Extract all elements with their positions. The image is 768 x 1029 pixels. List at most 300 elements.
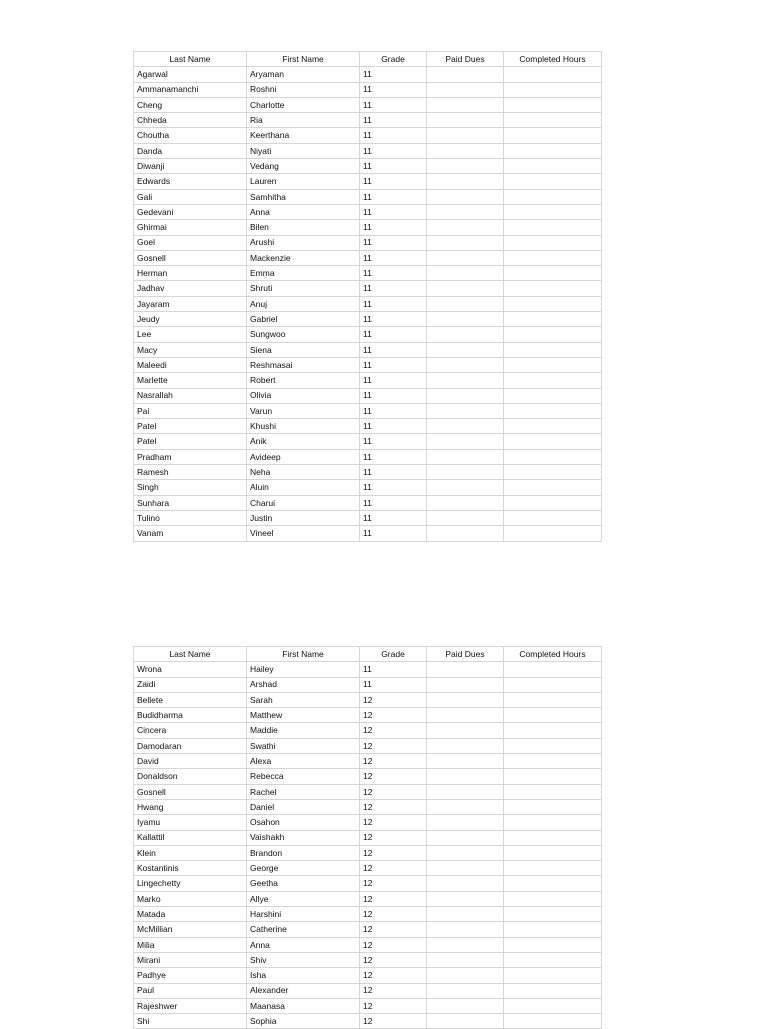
table-row xyxy=(134,113,602,128)
cell-first-name: Vedang xyxy=(247,159,360,174)
cell-first-name: Arshad xyxy=(247,677,360,692)
cell-first-name: Aryaman xyxy=(247,67,360,82)
table-row xyxy=(134,754,602,769)
table-row xyxy=(134,357,602,372)
cell-paid-dues xyxy=(427,357,504,372)
cell-completed-hours xyxy=(504,968,602,983)
cell-last-name: Gosnell xyxy=(134,250,247,265)
table-row xyxy=(134,769,602,784)
cell-paid-dues xyxy=(427,235,504,250)
table-row xyxy=(134,723,602,738)
cell-completed-hours xyxy=(504,830,602,845)
cell-completed-hours xyxy=(504,250,602,265)
cell-grade: 12 xyxy=(360,815,427,830)
cell-last-name: Agarwal xyxy=(134,67,247,82)
table-row xyxy=(134,907,602,922)
cell-completed-hours xyxy=(504,312,602,327)
cell-last-name: Maleedi xyxy=(134,357,247,372)
cell-grade: 12 xyxy=(360,754,427,769)
cell-paid-dues xyxy=(427,266,504,281)
cell-first-name: Alexander xyxy=(247,983,360,998)
roster-table-2 xyxy=(133,646,602,1029)
cell-completed-hours xyxy=(504,449,602,464)
cell-grade: 11 xyxy=(360,419,427,434)
cell-paid-dues xyxy=(427,465,504,480)
cell-last-name: Kallattil xyxy=(134,830,247,845)
cell-grade: 11 xyxy=(360,250,427,265)
cell-first-name: Daniel xyxy=(247,799,360,814)
cell-first-name: Neha xyxy=(247,465,360,480)
cell-completed-hours xyxy=(504,480,602,495)
cell-completed-hours xyxy=(504,754,602,769)
cell-first-name: Justin xyxy=(247,510,360,525)
cell-last-name: Marlette xyxy=(134,373,247,388)
cell-paid-dues xyxy=(427,296,504,311)
cell-grade: 12 xyxy=(360,830,427,845)
cell-last-name: Gedevani xyxy=(134,204,247,219)
cell-completed-hours xyxy=(504,357,602,372)
table-row xyxy=(134,97,602,112)
table-row xyxy=(134,419,602,434)
cell-grade: 11 xyxy=(360,662,427,677)
cell-grade: 12 xyxy=(360,998,427,1013)
cell-completed-hours xyxy=(504,174,602,189)
cell-completed-hours xyxy=(504,342,602,357)
table-row xyxy=(134,388,602,403)
cell-paid-dues xyxy=(427,189,504,204)
cell-grade: 12 xyxy=(360,723,427,738)
table-row xyxy=(134,434,602,449)
cell-paid-dues xyxy=(427,662,504,677)
cell-last-name: Patel xyxy=(134,434,247,449)
table-row xyxy=(134,983,602,998)
cell-last-name: Iyamu xyxy=(134,815,247,830)
table-row xyxy=(134,327,602,342)
cell-grade: 11 xyxy=(360,526,427,541)
cell-grade: 11 xyxy=(360,342,427,357)
cell-completed-hours xyxy=(504,235,602,250)
cell-grade: 11 xyxy=(360,204,427,219)
header-last-name: Last Name xyxy=(134,647,247,662)
cell-last-name: Hwang xyxy=(134,799,247,814)
cell-grade: 12 xyxy=(360,1014,427,1029)
cell-first-name: Aluin xyxy=(247,480,360,495)
cell-first-name: Gabriel xyxy=(247,312,360,327)
cell-paid-dues xyxy=(427,143,504,158)
cell-paid-dues xyxy=(427,784,504,799)
cell-first-name: Maanasa xyxy=(247,998,360,1013)
cell-completed-hours xyxy=(504,922,602,937)
table-row xyxy=(134,708,602,723)
cell-last-name: Gosnell xyxy=(134,784,247,799)
cell-completed-hours xyxy=(504,510,602,525)
cell-last-name: Diwanji xyxy=(134,159,247,174)
cell-grade: 11 xyxy=(360,113,427,128)
table-row xyxy=(134,67,602,82)
cell-last-name: Milia xyxy=(134,937,247,952)
cell-last-name: Singh xyxy=(134,480,247,495)
cell-paid-dues xyxy=(427,220,504,235)
cell-last-name: Jadhav xyxy=(134,281,247,296)
cell-completed-hours xyxy=(504,189,602,204)
header-last-name: Last Name xyxy=(134,52,247,67)
cell-paid-dues xyxy=(427,174,504,189)
cell-grade: 12 xyxy=(360,692,427,707)
cell-paid-dues xyxy=(427,128,504,143)
table-row xyxy=(134,738,602,753)
cell-paid-dues xyxy=(427,830,504,845)
cell-last-name: Edwards xyxy=(134,174,247,189)
cell-first-name: Brandon xyxy=(247,845,360,860)
cell-first-name: Shiv xyxy=(247,952,360,967)
header-row xyxy=(134,647,602,662)
cell-last-name: Bellete xyxy=(134,692,247,707)
cell-grade: 11 xyxy=(360,266,427,281)
cell-paid-dues xyxy=(427,952,504,967)
cell-grade: 11 xyxy=(360,403,427,418)
cell-last-name: Paul xyxy=(134,983,247,998)
cell-completed-hours xyxy=(504,97,602,112)
cell-grade: 12 xyxy=(360,769,427,784)
table-row xyxy=(134,342,602,357)
cell-first-name: Osahon xyxy=(247,815,360,830)
cell-first-name: Anik xyxy=(247,434,360,449)
cell-paid-dues xyxy=(427,67,504,82)
cell-first-name: Geetha xyxy=(247,876,360,891)
cell-last-name: Damodaran xyxy=(134,738,247,753)
cell-first-name: Anuj xyxy=(247,296,360,311)
cell-first-name: Olivia xyxy=(247,388,360,403)
table-row xyxy=(134,235,602,250)
cell-paid-dues xyxy=(427,403,504,418)
cell-last-name: Jeudy xyxy=(134,312,247,327)
table-row xyxy=(134,82,602,97)
table-row xyxy=(134,662,602,677)
cell-first-name: Emma xyxy=(247,266,360,281)
cell-last-name: Donaldson xyxy=(134,769,247,784)
cell-paid-dues xyxy=(427,738,504,753)
cell-last-name: Padhye xyxy=(134,968,247,983)
cell-paid-dues xyxy=(427,495,504,510)
cell-first-name: Swathi xyxy=(247,738,360,753)
cell-paid-dues xyxy=(427,998,504,1013)
cell-last-name: David xyxy=(134,754,247,769)
cell-paid-dues xyxy=(427,419,504,434)
header-paid-dues: Paid Dues xyxy=(427,52,504,67)
cell-grade: 11 xyxy=(360,143,427,158)
cell-completed-hours xyxy=(504,677,602,692)
table-row xyxy=(134,403,602,418)
cell-last-name: Cheng xyxy=(134,97,247,112)
cell-completed-hours xyxy=(504,204,602,219)
cell-paid-dues xyxy=(427,449,504,464)
cell-paid-dues xyxy=(427,815,504,830)
cell-grade: 11 xyxy=(360,128,427,143)
cell-paid-dues xyxy=(427,526,504,541)
table-row xyxy=(134,143,602,158)
cell-first-name: Robert xyxy=(247,373,360,388)
cell-completed-hours xyxy=(504,82,602,97)
cell-paid-dues xyxy=(427,1014,504,1029)
cell-first-name: Varun xyxy=(247,403,360,418)
cell-last-name: Cincera xyxy=(134,723,247,738)
table-row xyxy=(134,174,602,189)
table-row xyxy=(134,373,602,388)
cell-grade: 11 xyxy=(360,189,427,204)
cell-last-name: McMillian xyxy=(134,922,247,937)
table-row xyxy=(134,815,602,830)
cell-grade: 12 xyxy=(360,708,427,723)
cell-completed-hours xyxy=(504,937,602,952)
cell-first-name: Samhitha xyxy=(247,189,360,204)
cell-first-name: Lauren xyxy=(247,174,360,189)
cell-grade: 12 xyxy=(360,907,427,922)
table-row xyxy=(134,891,602,906)
cell-paid-dues xyxy=(427,754,504,769)
cell-first-name: Mackenzie xyxy=(247,250,360,265)
cell-last-name: Danda xyxy=(134,143,247,158)
cell-completed-hours xyxy=(504,434,602,449)
cell-paid-dues xyxy=(427,708,504,723)
cell-paid-dues xyxy=(427,342,504,357)
cell-completed-hours xyxy=(504,281,602,296)
header-completed-hours: Completed Hours xyxy=(504,52,602,67)
table-row xyxy=(134,952,602,967)
cell-first-name: Ria xyxy=(247,113,360,128)
cell-first-name: Arushi xyxy=(247,235,360,250)
header-grade: Grade xyxy=(360,52,427,67)
cell-last-name: Nasrallah xyxy=(134,388,247,403)
cell-completed-hours xyxy=(504,388,602,403)
cell-first-name: George xyxy=(247,861,360,876)
table-row xyxy=(134,784,602,799)
cell-last-name: Budidharma xyxy=(134,708,247,723)
cell-last-name: Goel xyxy=(134,235,247,250)
cell-completed-hours xyxy=(504,952,602,967)
cell-first-name: Allye xyxy=(247,891,360,906)
table-row xyxy=(134,998,602,1013)
cell-grade: 12 xyxy=(360,922,427,937)
cell-grade: 12 xyxy=(360,983,427,998)
table-row xyxy=(134,677,602,692)
cell-last-name: Jayaram xyxy=(134,296,247,311)
cell-grade: 12 xyxy=(360,937,427,952)
cell-last-name: Matada xyxy=(134,907,247,922)
cell-grade: 11 xyxy=(360,235,427,250)
table-row xyxy=(134,189,602,204)
table-row xyxy=(134,495,602,510)
cell-first-name: Sungwoo xyxy=(247,327,360,342)
cell-last-name: Lee xyxy=(134,327,247,342)
cell-grade: 11 xyxy=(360,174,427,189)
cell-paid-dues xyxy=(427,388,504,403)
table-row xyxy=(134,1014,602,1029)
cell-last-name: Rajeshwer xyxy=(134,998,247,1013)
cell-paid-dues xyxy=(427,480,504,495)
table-row xyxy=(134,281,602,296)
cell-last-name: Lingechetty xyxy=(134,876,247,891)
cell-grade: 12 xyxy=(360,799,427,814)
cell-grade: 11 xyxy=(360,82,427,97)
cell-paid-dues xyxy=(427,937,504,952)
table-row xyxy=(134,861,602,876)
cell-last-name: Herman xyxy=(134,266,247,281)
cell-grade: 11 xyxy=(360,510,427,525)
header-paid-dues: Paid Dues xyxy=(427,647,504,662)
cell-paid-dues xyxy=(427,845,504,860)
cell-grade: 12 xyxy=(360,968,427,983)
cell-completed-hours xyxy=(504,861,602,876)
cell-last-name: Sunhara xyxy=(134,495,247,510)
cell-first-name: Niyati xyxy=(247,143,360,158)
header-first-name: First Name xyxy=(247,647,360,662)
cell-grade: 11 xyxy=(360,388,427,403)
cell-grade: 11 xyxy=(360,677,427,692)
cell-first-name: Rachel xyxy=(247,784,360,799)
cell-first-name: Siena xyxy=(247,342,360,357)
cell-first-name: Isha xyxy=(247,968,360,983)
cell-grade: 11 xyxy=(360,465,427,480)
cell-grade: 11 xyxy=(360,281,427,296)
cell-paid-dues xyxy=(427,876,504,891)
cell-completed-hours xyxy=(504,67,602,82)
cell-first-name: Roshni xyxy=(247,82,360,97)
cell-paid-dues xyxy=(427,281,504,296)
cell-completed-hours xyxy=(504,495,602,510)
table-row xyxy=(134,250,602,265)
cell-paid-dues xyxy=(427,968,504,983)
cell-completed-hours xyxy=(504,143,602,158)
roster-table-1 xyxy=(133,51,602,542)
cell-last-name: Choutha xyxy=(134,128,247,143)
cell-paid-dues xyxy=(427,983,504,998)
cell-grade: 11 xyxy=(360,495,427,510)
cell-paid-dues xyxy=(427,434,504,449)
cell-completed-hours xyxy=(504,983,602,998)
cell-paid-dues xyxy=(427,82,504,97)
cell-completed-hours xyxy=(504,327,602,342)
cell-first-name: Anna xyxy=(247,204,360,219)
cell-paid-dues xyxy=(427,677,504,692)
cell-paid-dues xyxy=(427,97,504,112)
table-row xyxy=(134,510,602,525)
cell-last-name: Kostantinis xyxy=(134,861,247,876)
table-row xyxy=(134,312,602,327)
table-row xyxy=(134,526,602,541)
cell-paid-dues xyxy=(427,907,504,922)
cell-last-name: Klein xyxy=(134,845,247,860)
header-first-name: First Name xyxy=(247,52,360,67)
cell-completed-hours xyxy=(504,296,602,311)
table-row xyxy=(134,845,602,860)
table-row xyxy=(134,266,602,281)
cell-first-name: Hailey xyxy=(247,662,360,677)
cell-paid-dues xyxy=(427,373,504,388)
cell-completed-hours xyxy=(504,465,602,480)
cell-completed-hours xyxy=(504,784,602,799)
cell-first-name: Bilen xyxy=(247,220,360,235)
cell-first-name: Vineel xyxy=(247,526,360,541)
cell-grade: 12 xyxy=(360,952,427,967)
cell-paid-dues xyxy=(427,204,504,219)
cell-paid-dues xyxy=(427,723,504,738)
table-row xyxy=(134,159,602,174)
cell-grade: 11 xyxy=(360,296,427,311)
cell-completed-hours xyxy=(504,815,602,830)
table-row xyxy=(134,692,602,707)
cell-grade: 11 xyxy=(360,159,427,174)
cell-paid-dues xyxy=(427,159,504,174)
cell-completed-hours xyxy=(504,799,602,814)
cell-paid-dues xyxy=(427,861,504,876)
cell-completed-hours xyxy=(504,403,602,418)
cell-first-name: Catherine xyxy=(247,922,360,937)
cell-first-name: Harshini xyxy=(247,907,360,922)
cell-grade: 12 xyxy=(360,845,427,860)
cell-grade: 11 xyxy=(360,480,427,495)
cell-completed-hours xyxy=(504,998,602,1013)
cell-first-name: Shruti xyxy=(247,281,360,296)
cell-completed-hours xyxy=(504,907,602,922)
cell-grade: 11 xyxy=(360,97,427,112)
cell-completed-hours xyxy=(504,876,602,891)
cell-last-name: Marko xyxy=(134,891,247,906)
cell-grade: 11 xyxy=(360,449,427,464)
header-row xyxy=(134,52,602,67)
cell-last-name: Patel xyxy=(134,419,247,434)
cell-grade: 11 xyxy=(360,220,427,235)
cell-paid-dues xyxy=(427,922,504,937)
cell-grade: 12 xyxy=(360,784,427,799)
cell-paid-dues xyxy=(427,692,504,707)
cell-last-name: Chheda xyxy=(134,113,247,128)
cell-last-name: Gali xyxy=(134,189,247,204)
cell-grade: 11 xyxy=(360,357,427,372)
cell-grade: 12 xyxy=(360,876,427,891)
cell-completed-hours xyxy=(504,373,602,388)
cell-last-name: Ammanamanchi xyxy=(134,82,247,97)
cell-grade: 12 xyxy=(360,891,427,906)
cell-last-name: Shi xyxy=(134,1014,247,1029)
cell-paid-dues xyxy=(427,250,504,265)
table-row xyxy=(134,937,602,952)
cell-paid-dues xyxy=(427,327,504,342)
cell-completed-hours xyxy=(504,113,602,128)
cell-completed-hours xyxy=(504,419,602,434)
cell-paid-dues xyxy=(427,312,504,327)
cell-completed-hours xyxy=(504,266,602,281)
cell-completed-hours xyxy=(504,769,602,784)
cell-last-name: Zaidi xyxy=(134,677,247,692)
cell-completed-hours xyxy=(504,220,602,235)
cell-first-name: Charlotte xyxy=(247,97,360,112)
cell-last-name: Macy xyxy=(134,342,247,357)
cell-first-name: Reshmasai xyxy=(247,357,360,372)
cell-first-name: Khushi xyxy=(247,419,360,434)
table-row xyxy=(134,968,602,983)
cell-paid-dues xyxy=(427,769,504,784)
cell-first-name: Alexa xyxy=(247,754,360,769)
cell-last-name: Pradham xyxy=(134,449,247,464)
cell-completed-hours xyxy=(504,723,602,738)
cell-last-name: Mirani xyxy=(134,952,247,967)
cell-last-name: Pai xyxy=(134,403,247,418)
cell-first-name: Sophia xyxy=(247,1014,360,1029)
cell-first-name: Avideep xyxy=(247,449,360,464)
cell-completed-hours xyxy=(504,738,602,753)
cell-completed-hours xyxy=(504,159,602,174)
cell-first-name: Maddie xyxy=(247,723,360,738)
